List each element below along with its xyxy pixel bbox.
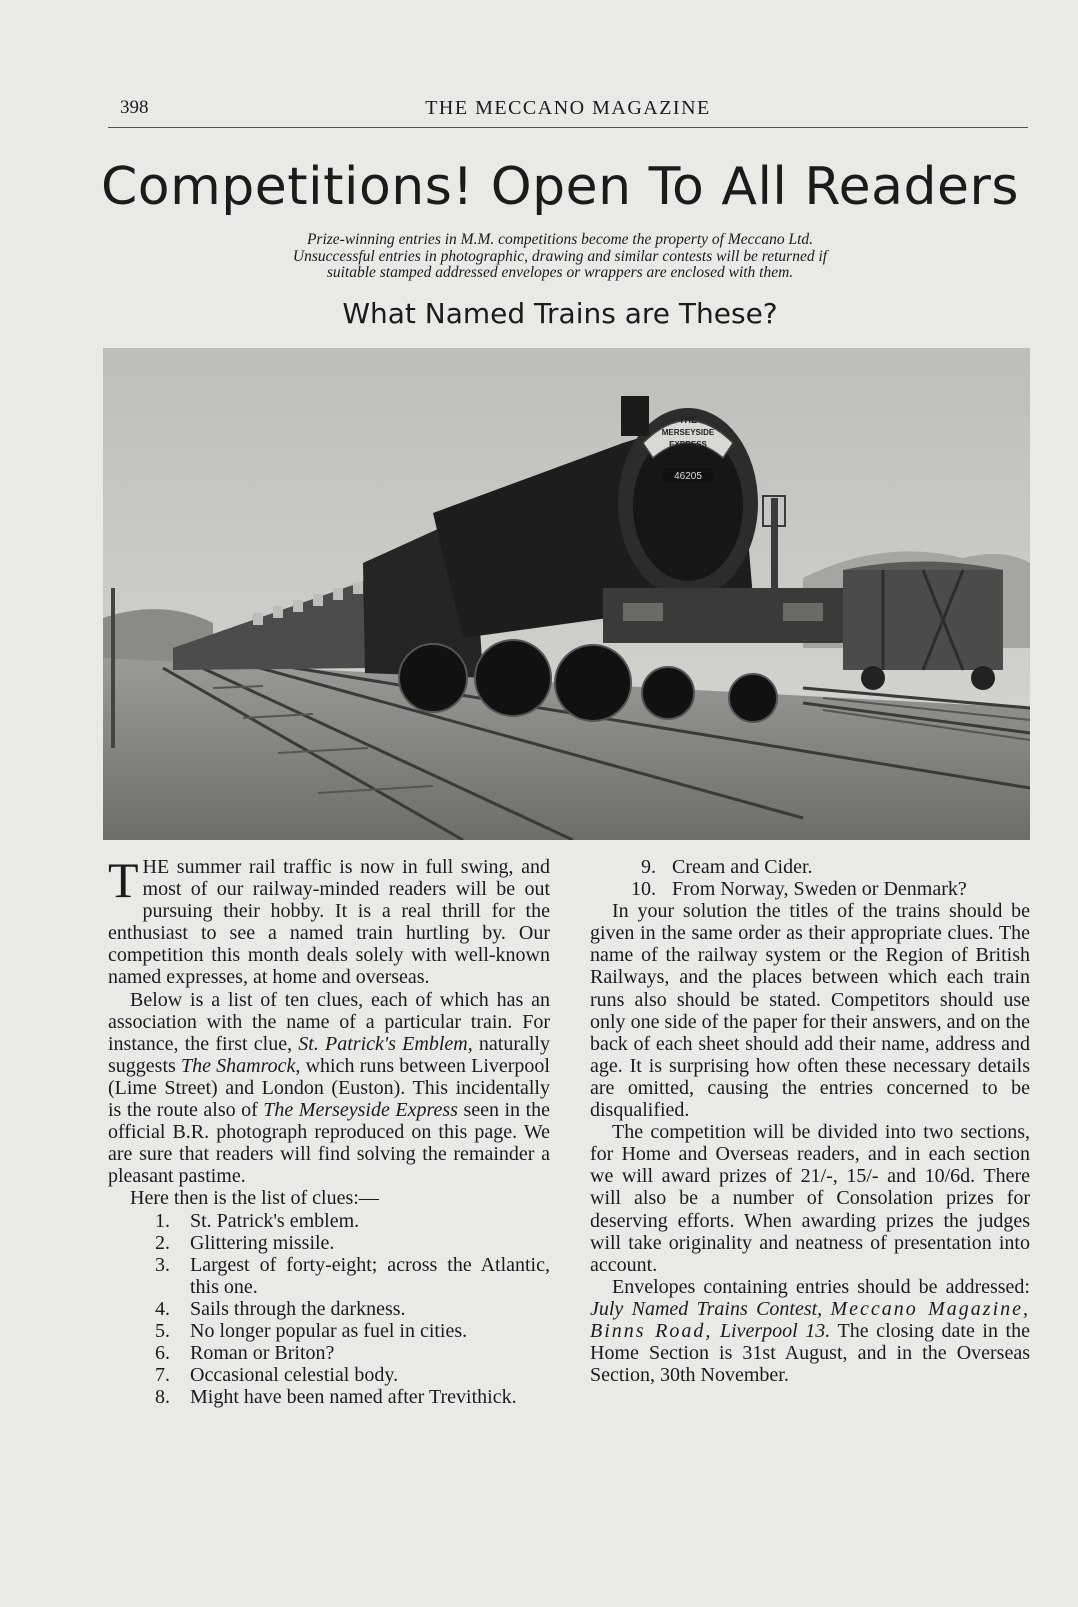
clue-number: 9. xyxy=(641,856,656,878)
address-city: Liverpool 13. xyxy=(719,1319,831,1342)
list-item xyxy=(108,1342,550,1364)
running-head xyxy=(108,95,1028,128)
left-column xyxy=(108,852,550,1409)
address-magazine: Meccano Magazine, xyxy=(830,1297,1031,1320)
example-text-d: seen in the official B.R. photograph reproduced on this page. We are sure that readers will find solving the remainder a pleasant pastime. xyxy=(108,1099,550,1188)
clue-text: No longer popular as fuel in cities. xyxy=(190,1319,468,1342)
clue-number: 8. xyxy=(155,1386,170,1409)
headboard-line-3: EXPRESS xyxy=(669,440,707,449)
locomotive-illustration xyxy=(103,348,1030,840)
article-title: What Named Trains are These? xyxy=(342,297,778,330)
address-text-a: Envelopes containing entries should be addressed: xyxy=(612,1275,1030,1298)
headboard-line-1: THE xyxy=(679,415,697,425)
magazine-title: THE MECCANO MAGAZINE xyxy=(425,97,711,119)
clue-text: Largest of forty-eight; across the Atlantic, this one. xyxy=(190,1253,550,1298)
clue-number: 5. xyxy=(155,1319,170,1342)
headboard-line-2: MERSEYSIDE xyxy=(661,428,715,437)
clue-list-left xyxy=(108,1210,550,1409)
example-paragraph xyxy=(108,989,550,1188)
list-item xyxy=(590,878,1030,900)
clue-text: Glittering missile. xyxy=(190,1231,335,1254)
notice-line-3: suitable stamped addressed envelopes or wrappers are enclosed with them. xyxy=(326,264,794,281)
intro-paragraph xyxy=(108,852,550,989)
clue-number: 4. xyxy=(155,1297,170,1320)
clue-text: From Norway, Sweden or Denmark? xyxy=(672,878,967,901)
entries-notice xyxy=(200,232,920,282)
clue-text: Sails through the darkness. xyxy=(190,1297,406,1320)
rules-paragraph: In your solution the titles of the trains should be given in the same order as their appropriate clues. The name of the railway system or the Region of British Railways, and the places between which each train runs also should be stated. Competitors should use only one side of the paper for their answers, and on the back of each sheet should add their name, address and age. It is surprising how often these necessary details are omitted, causing the entries concerned to be disqualified. xyxy=(590,900,1030,1122)
list-item xyxy=(108,1386,550,1408)
clue-number: 7. xyxy=(155,1364,170,1387)
example-train-2: The Merseyside Express xyxy=(263,1099,458,1122)
example-train: The Shamrock, xyxy=(180,1054,301,1077)
clue-text: Occasional celestial body. xyxy=(190,1364,399,1387)
clue-text: Might have been named after Trevithick. xyxy=(190,1386,517,1409)
train-photograph xyxy=(103,348,1030,840)
prizes-paragraph: The competition will be divided into two sections, for Home and Overseas readers, and in each section we will award prizes of 21/-, 15/- and 10/6d. There will also be a number of Consolation prizes for deserving efforts. When awarding prizes the judges will take originality and neatness of presentation into account. xyxy=(590,1121,1030,1276)
list-item xyxy=(108,1320,550,1342)
clue-number: 1. xyxy=(155,1209,170,1232)
address-paragraph xyxy=(590,1276,1030,1386)
closing-dates: The closing date in the Home Section is 31st August, and in the Overseas Section, 30th November. xyxy=(590,1319,1030,1387)
example-text-b: naturally suggests xyxy=(108,1032,550,1077)
example-clue: St. Patrick's Emblem, xyxy=(298,1032,473,1055)
notice-line-2: Unsuccessful entries in photographic, drawing and similar contests will be returned if xyxy=(292,247,828,265)
page-number: 398 xyxy=(120,97,149,118)
clue-text: Roman or Briton? xyxy=(190,1342,335,1365)
clue-text: St. Patrick's emblem. xyxy=(190,1209,360,1232)
list-item xyxy=(590,856,1030,878)
clue-number: 10. xyxy=(631,878,656,901)
list-item xyxy=(108,1210,550,1232)
page-title: Competitions! Open To All Readers xyxy=(101,157,1019,217)
clue-number: 2. xyxy=(155,1231,170,1254)
intro-text: HE summer rail traffic is now in full swing, and most of our railway-minded readers will be out pursuing their hobby. It is a real thrill for the enthusiast to see a named train hurtling by. Our competition this month deals solely with well-known named expresses, at home and overseas. xyxy=(108,856,550,989)
clue-text: Cream and Cider. xyxy=(672,856,813,878)
example-text-c: which runs between Liverpool (Lime Street) and London (Euston). This incidentally is the route also of xyxy=(108,1054,550,1122)
example-text-a: Below is a list of ten clues, each of which has an association with the name of a particular train. For instance, the first clue, xyxy=(108,988,550,1055)
clue-list-intro: Here then is the list of clues:— xyxy=(130,1187,379,1210)
clue-number: 3. xyxy=(155,1253,170,1276)
address-road: Binns Road, xyxy=(590,1319,713,1342)
drop-cap: T xyxy=(108,852,139,908)
clue-number: 6. xyxy=(155,1342,170,1365)
contest-name: July Named Trains Contest, xyxy=(590,1297,823,1320)
notice-line-1: Prize-winning entries in M.M. competitions become the property of Meccano Ltd. xyxy=(306,231,814,248)
right-column xyxy=(590,856,1030,1386)
list-item xyxy=(108,1232,550,1254)
list-item xyxy=(108,1364,550,1386)
loco-number: 46205 xyxy=(674,471,702,482)
list-item xyxy=(108,1298,550,1320)
clue-list-right xyxy=(590,856,1030,900)
list-item xyxy=(108,1254,550,1298)
